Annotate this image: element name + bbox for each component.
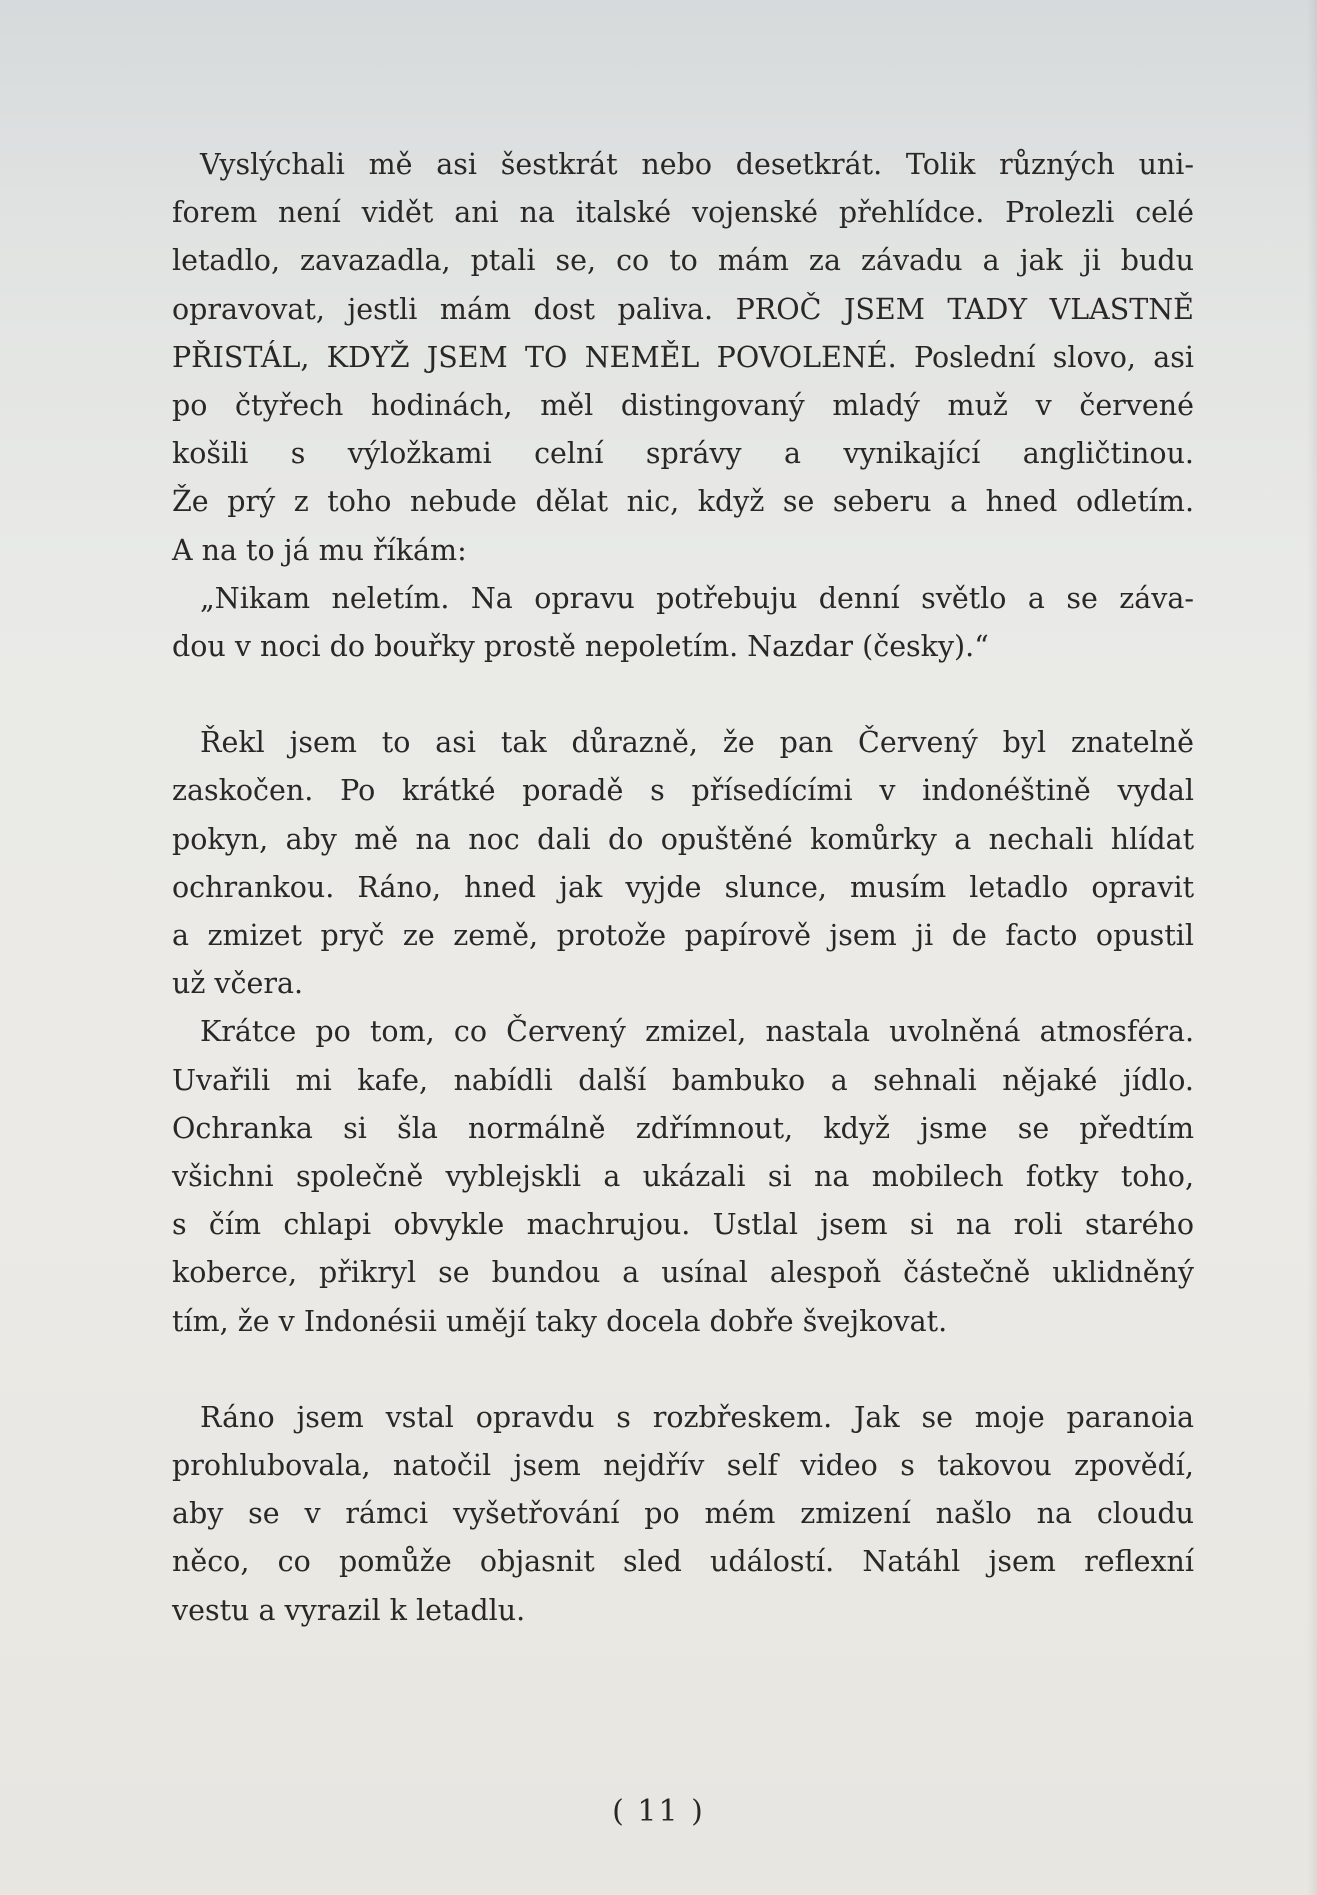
- text-line: pokyn, aby mě na noc dali do opuštěné komůrky a nechali hlídat: [172, 822, 1195, 856]
- text-line: a zmizet pryč ze země, protože papírově jsem ji de facto opustil: [172, 919, 1194, 953]
- body-text: [172, 141, 1194, 1635]
- paragraph-1: [172, 141, 1194, 575]
- text-line: s čím chlapi obvykle machrujou. Ustlal jsem si na roli starého: [172, 1208, 1195, 1242]
- page-edge-shadow: [1307, 0, 1317, 1895]
- text-line: po čtyřech hodinách, měl distingovaný mladý muž v červené: [172, 389, 1194, 423]
- text-line: opravovat, jestli mám dost paliva. PROČ JSEM TADY VLASTNĚ: [172, 292, 1194, 326]
- text-line: košili s výložkami celní správy a vynikající angličtinou.: [172, 437, 1194, 471]
- paragraph-4: [172, 1008, 1194, 1345]
- text-line: letadlo, zavazadla, ptali se, co to mám za závadu a jak ji budu: [172, 244, 1194, 278]
- text-line: zaskočen. Po krátké poradě s přísedícími v indonéštině vydal: [172, 774, 1194, 808]
- text-line: už včera.: [172, 967, 304, 1001]
- paragraph-5: [172, 1394, 1194, 1635]
- text-line: Krátce po tom, co Červený zmizel, nastala uvolněná atmosféra.: [200, 1015, 1195, 1049]
- page-number: ( 11 ): [612, 1794, 705, 1829]
- text-line: tím, že v Indonésii umějí taky docela dobře švejkovat.: [172, 1304, 948, 1338]
- text-line: všichni společně vyblejskli a ukázali si na mobilech fotky toho,: [172, 1160, 1195, 1194]
- text-line: Vyslýchali mě asi šestkrát nebo desetkrát. Tolik různých uni-: [200, 148, 1195, 181]
- paragraph-gap: [172, 1346, 1194, 1394]
- text-line: ochrankou. Ráno, hned jak vyjde slunce, musím letadlo opravit: [172, 870, 1195, 904]
- text-line: aby se v rámci vyšetřování po mém zmizení našlo na cloudu: [172, 1497, 1195, 1531]
- text-line: Ráno jsem vstal opravdu s rozbřeskem. Jak se moje paranoia: [200, 1400, 1194, 1434]
- text-line: Že prý z toho nebude dělat nic, když se seberu a hned odletím.: [172, 485, 1195, 519]
- paragraph-3: [172, 719, 1194, 1008]
- text-line: PŘISTÁL, KDYŽ JSEM TO NEMĚL POVOLENÉ. Poslední slovo, asi: [172, 340, 1195, 374]
- text-line: A na to já mu říkám:: [172, 533, 467, 567]
- text-line: koberce, přikryl se bundou a usínal alespoň částečně uklidněný: [172, 1256, 1195, 1290]
- text-line: „Nikam neletím. Na opravu potřebuju denní světlo a se záva-: [200, 581, 1195, 615]
- paragraph-2: [172, 575, 1194, 671]
- text-line: forem není vidět ani na italské vojenské přehlídce. Prolezli celé: [172, 196, 1195, 230]
- text-line: vestu a vyrazil k letadlu.: [172, 1593, 526, 1627]
- text-line: dou v noci do bouřky prostě nepoletím. Nazdar (česky).“: [172, 630, 989, 664]
- text-line: Řekl jsem to asi tak důrazně, že pan Červený byl znatelně: [200, 726, 1194, 760]
- text-line: Ochranka si šla normálně zdřímnout, když jsme se předtím: [172, 1111, 1195, 1145]
- text-line: Uvařili mi kafe, nabídli další bambuko a sehnali nějaké jídlo.: [172, 1063, 1194, 1097]
- text-line: něco, co pomůže objasnit sled událostí. Natáhl jsem reflexní: [172, 1545, 1195, 1579]
- text-line: prohlubovala, natočil jsem nejdřív self video s takovou zpovědí,: [172, 1449, 1194, 1483]
- paragraph-gap: [172, 671, 1194, 719]
